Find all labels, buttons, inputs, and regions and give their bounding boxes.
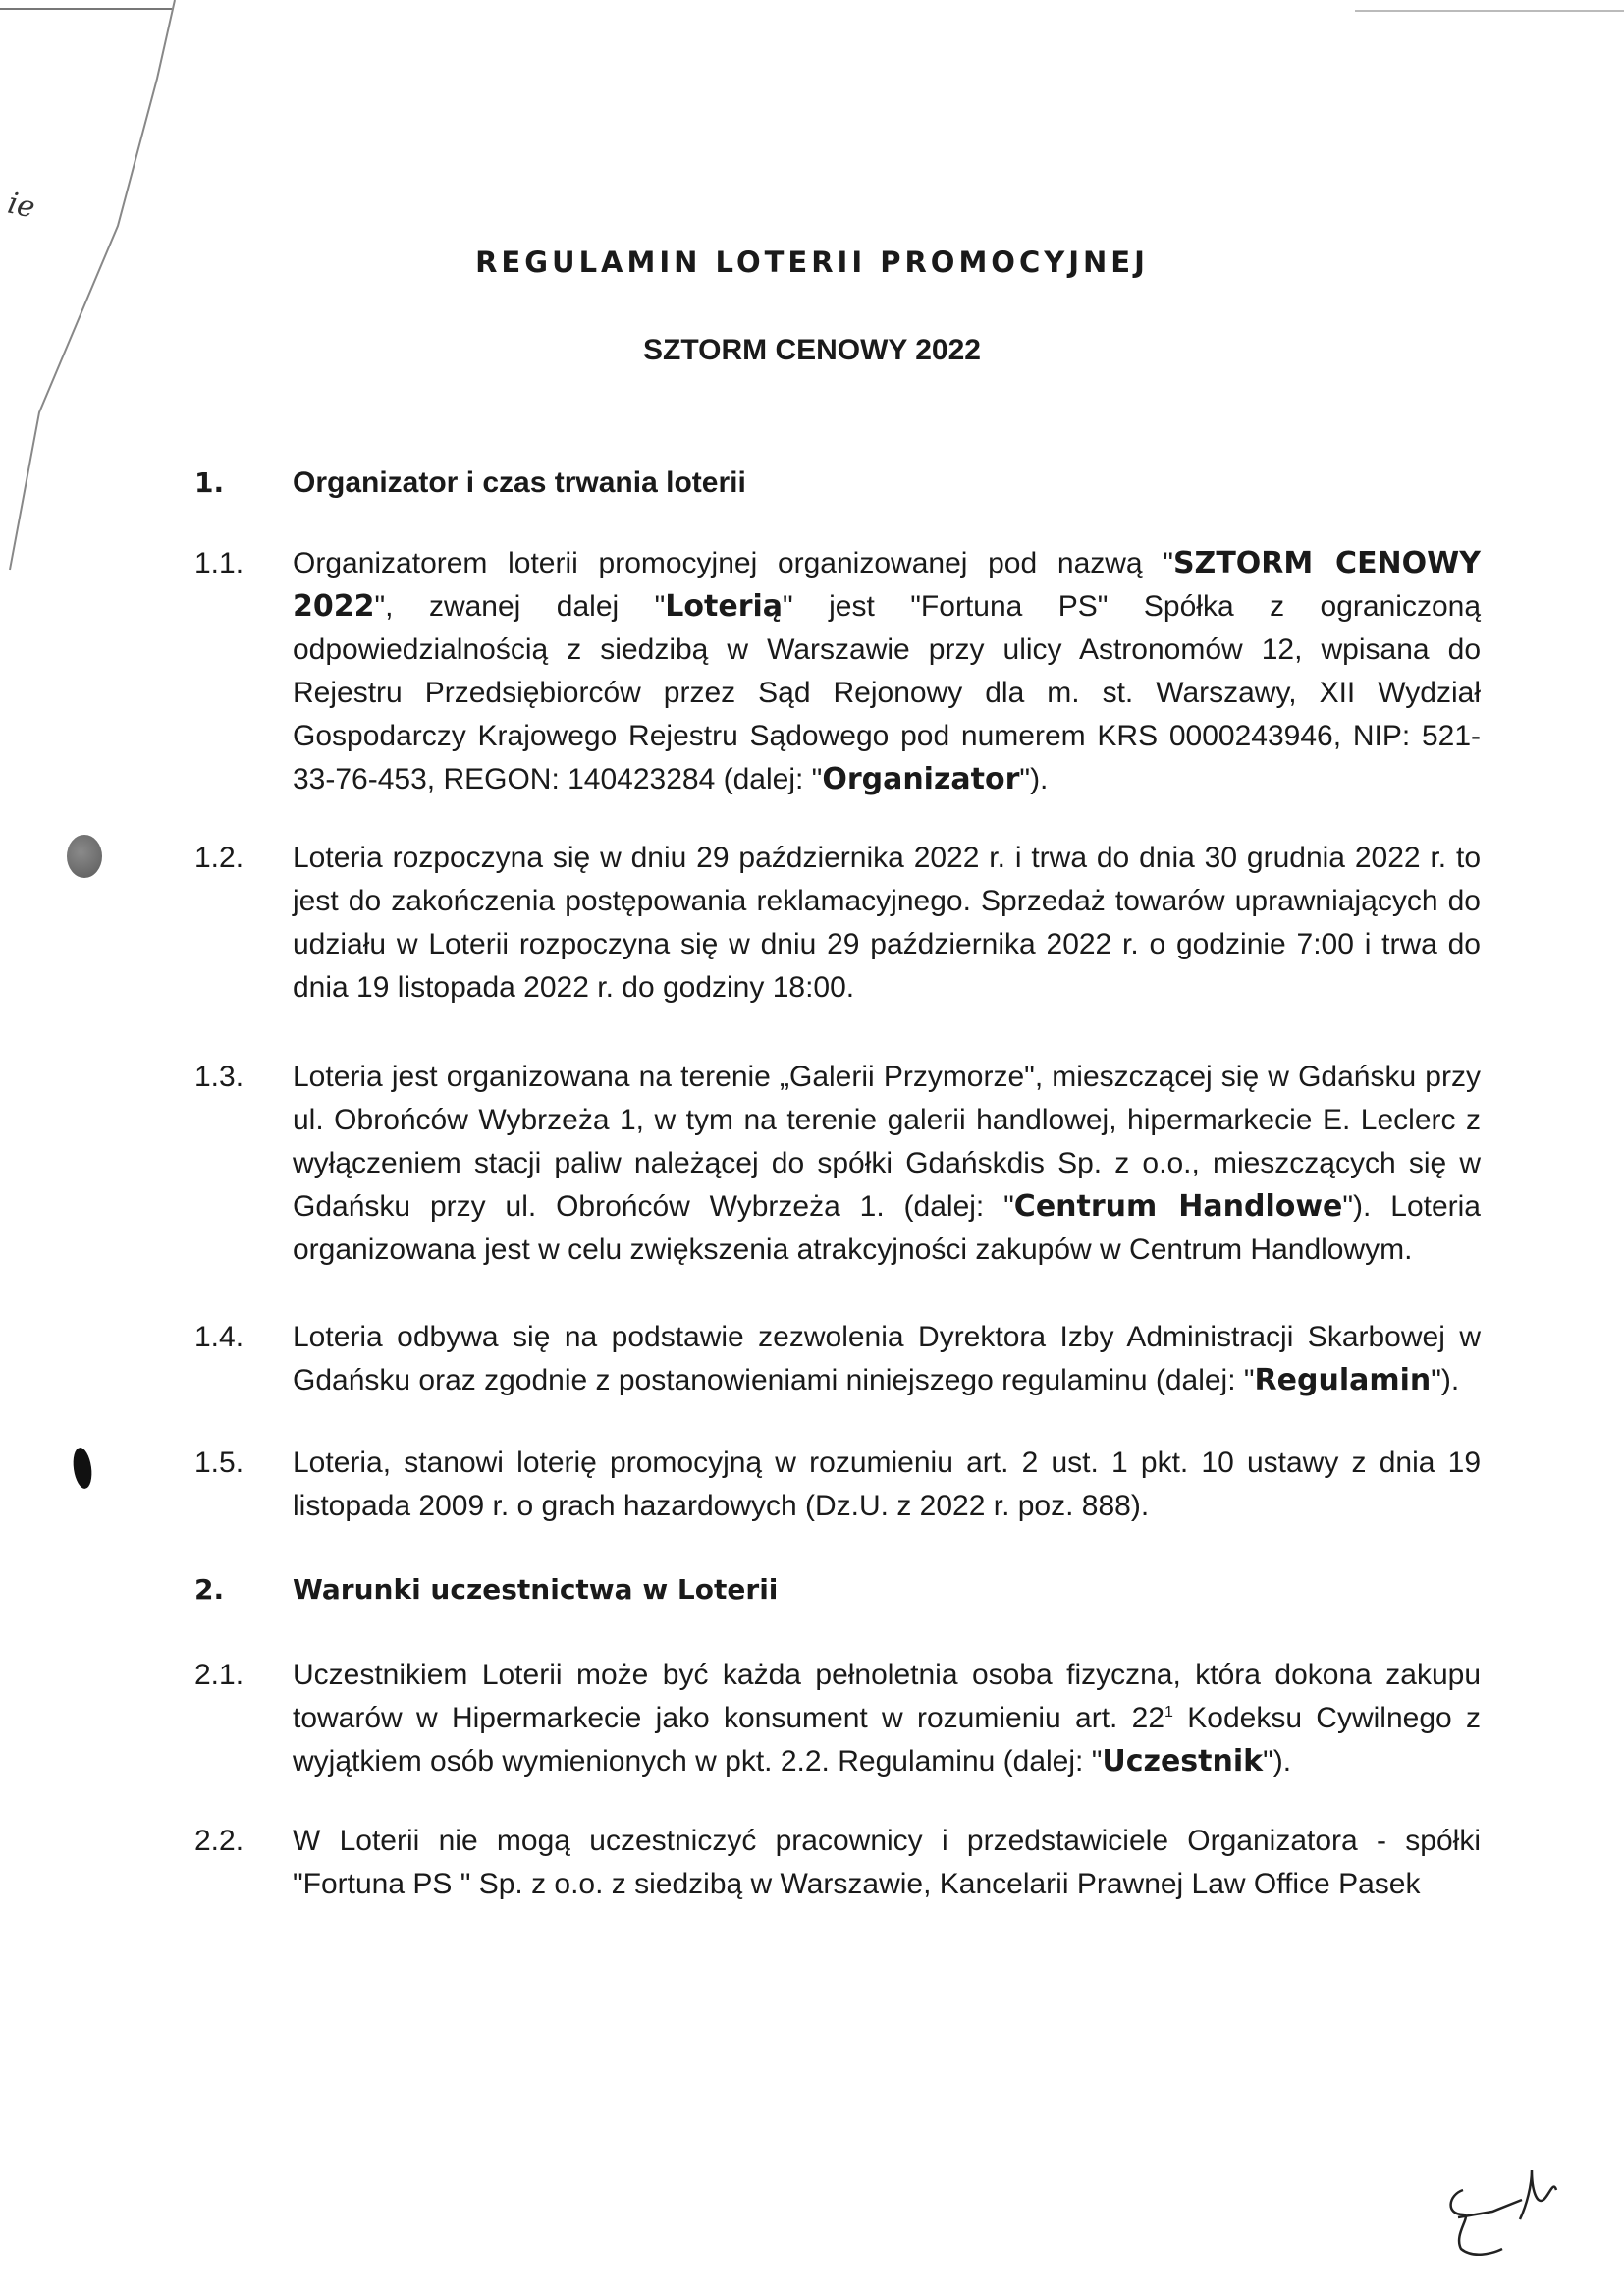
section-title: Organizator i czas trwania loterii: [293, 466, 746, 499]
document-title: REGULAMIN LOTERII PROMOCYJNEJ: [475, 246, 1149, 279]
section-number: 1.: [194, 466, 225, 499]
paragraph: [194, 837, 1481, 1010]
paragraph-text: Loteria, stanowi loterię promocyjną w rozumieniu art. 2 ust. 1 pkt. 10 ustawy z dnia 19 listopada 2009 r. o grach hazardowych (Dz.U. z 2022 r. poz. 888).: [293, 1447, 1481, 1522]
scan-edge-line-right: [1355, 10, 1624, 12]
paragraph-text: Organizatorem loterii promocyjnej organizowanej pod nazwą "SZTORM CENOWY 2022", zwanej dalej "Loterią" jest "Fortuna PS" Spółka z ograniczoną odpowiedzialnością z siedzibą w Warszawie przy ulicy Astronomów 12, wpisana do Rejestru Przedsiębiorców przez Sąd Rejonowy dla m. st. Warszawy, XII Wydział Gospodarczy Krajowego Rejestru Sądowego pod numerem KRS 0000243946, NIP: 521-33-76-453, REGON: 140423284 (dalej: "Organizator").: [293, 546, 1481, 796]
defined-term: SZTORM CENOWY 2022: [293, 546, 1481, 624]
defined-term: Centrum Handlowe: [1013, 1189, 1343, 1224]
paragraph-number: 1.1.: [194, 547, 244, 579]
paragraph-number: 2.1.: [194, 1659, 244, 1691]
paragraph: [194, 1654, 1481, 1783]
paragraph-text: Loteria jest organizowana na terenie „Galerii Przymorze", mieszczącej się w Gdańsku przy ul. Obrońców Wybrzeża 1, w tym na terenie galerii handlowej, hipermarkecie E. Leclerc z wyłączeniem stacji paliw należącej do spółki Gdańskdis Sp. z o.o., mieszczących się w Gdańsku przy ul. Obrońców Wybrzeża 1. (dalej: "Centrum Handlowe"). Loteria organizowana jest w celu zwiększenia atrakcyjności zakupów w Centrum Handlowym.: [293, 1061, 1481, 1266]
paragraph-text: Loteria rozpoczyna się w dniu 29 października 2022 r. i trwa do dnia 30 grudnia 2022 r. to jest do zakończenia postępowania reklamacyjnego. Sprzedaż towarów uprawniających do udziału w Loterii rozpoczyna się w dniu 29 października 2022 r. o godzinie 7:00 i trwa do dnia 19 listopada 2022 r. do godziny 18:00.: [293, 842, 1481, 1004]
paragraph-number: 1.3.: [194, 1061, 244, 1093]
punch-hole: [71, 1447, 94, 1490]
defined-term: Uczestnik: [1102, 1744, 1264, 1778]
paragraph: [194, 1820, 1481, 1906]
paragraph: [194, 542, 1481, 801]
paper-fold-line: [0, 0, 196, 589]
paragraph: [194, 1316, 1481, 1402]
paragraph: [194, 1442, 1481, 1528]
paragraph-text: Uczestnikiem Loterii może być każda pełnoletnia osoba fizyczna, która dokona zakupu towarów w Hipermarkecie jako konsument w rozumieniu art. $22^1$ Kodeksu Cywilnego z wyjątkiem osób wymienionych w pkt. 2.2. Regulaminu (dalej: "Uczestnik").: [293, 1659, 1481, 1778]
section-heading: [194, 1568, 1481, 1612]
paragraph-number: 1.4.: [194, 1321, 244, 1353]
margin-handwritten-mark: ie: [4, 186, 38, 226]
section-number: 2.: [194, 1573, 225, 1606]
punch-hole: [67, 835, 102, 878]
paragraph-text: Loteria odbywa się na podstawie zezwolenia Dyrektora Izby Administracji Skarbowej w Gdańsku oraz zgodnie z postanowieniami niniejszego regulaminu (dalej: "Regulamin").: [293, 1321, 1481, 1397]
section-heading: [194, 462, 1481, 505]
defined-term: Regulamin: [1254, 1363, 1432, 1397]
paragraph-number: 1.5.: [194, 1447, 244, 1479]
paragraph: [194, 1056, 1481, 1272]
defined-term: Organizator: [822, 762, 1020, 796]
defined-term: Loterią: [665, 589, 784, 624]
superscript: 1: [1164, 1704, 1173, 1721]
document-subtitle: SZTORM CENOWY 2022: [643, 334, 981, 366]
handwritten-signature: [1434, 2160, 1581, 2269]
paragraph-number: 2.2.: [194, 1825, 244, 1857]
paragraph-text: W Loterii nie mogą uczestniczyć pracownicy i przedstawiciele Organizatora - spółki "Fortuna PS " Sp. z o.o. z siedzibą w Warszawie, Kancelarii Prawnej Law Office Pasek: [293, 1825, 1481, 1900]
section-title: Warunki uczestnictwa w Loterii: [293, 1573, 779, 1606]
paragraph-number: 1.2.: [194, 842, 244, 874]
